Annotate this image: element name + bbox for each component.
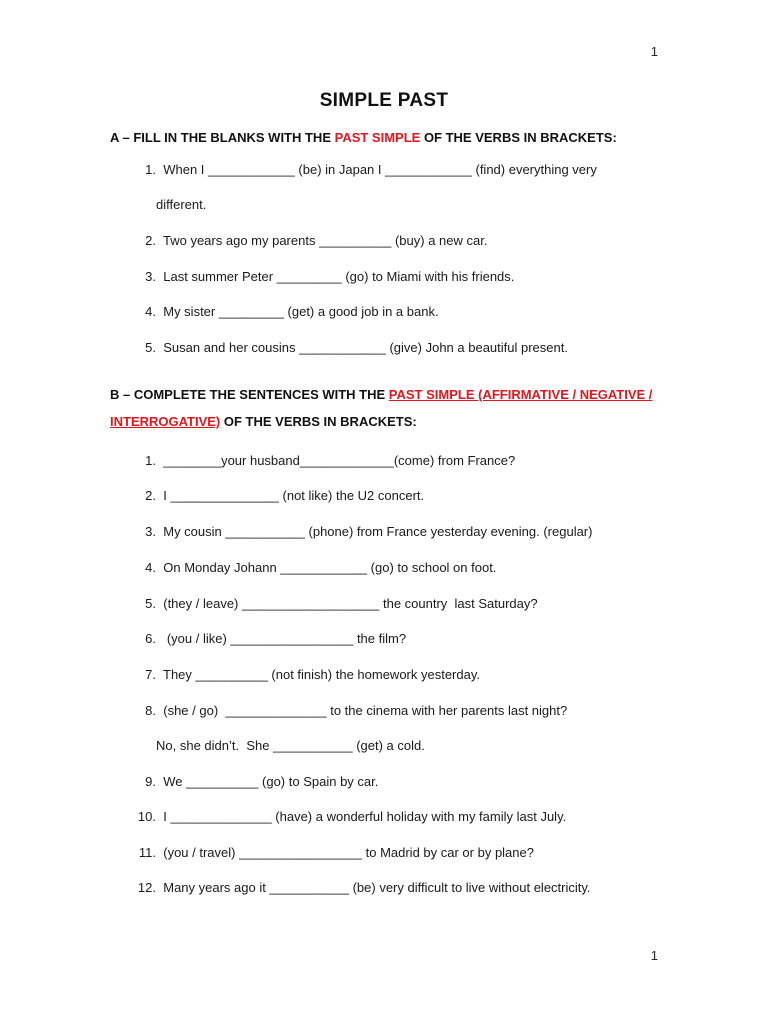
item-number: 5. (145, 340, 156, 355)
item-text: ________your husband_____________(come) from France? (163, 453, 516, 468)
item-text: (they / leave) ___________________ the country last Saturday? (163, 596, 538, 611)
section-a-heading-highlight: PAST SIMPLE (334, 130, 421, 145)
list-item (130, 809, 690, 824)
item-text: Many years ago it ___________ (be) very difficult to live without electricity. (163, 880, 591, 895)
list-item (130, 880, 690, 895)
item-number: 12. (137, 880, 156, 895)
item-text: Last summer Peter _________ (go) to Miami with his friends. (163, 269, 515, 284)
item-text: On Monday Johann ____________ (go) to school on foot. (163, 560, 497, 575)
list-item (130, 304, 690, 319)
section-b-heading-highlight-2: INTERROGATIVE) (110, 414, 221, 429)
item-text: Two years ago my parents __________ (buy) a new car. (163, 233, 488, 248)
item-text: (you / like) _________________ the film? (163, 631, 407, 646)
item-text: My cousin ___________ (phone) from France yesterday evening. (regular) (163, 524, 593, 539)
section-a-heading (110, 124, 670, 151)
item-number: 7. (145, 667, 156, 682)
list-item (130, 596, 690, 611)
item-continuation: No, she didn’t. She ___________ (get) a cold. (156, 738, 425, 753)
item-number: 10. (137, 809, 156, 824)
item-number: 6. (145, 631, 156, 646)
list-item (130, 703, 690, 718)
item-number: 3. (145, 524, 156, 539)
list-item (130, 340, 690, 355)
item-continuation: different. (156, 197, 207, 212)
section-b-heading-highlight: PAST SIMPLE (AFFIRMATIVE / NEGATIVE / (388, 387, 653, 402)
list-item (130, 488, 690, 503)
item-text: When I ____________ (be) in Japan I ____________ (find) everything very (163, 162, 597, 177)
list-item (130, 453, 690, 468)
section-b-heading (110, 381, 670, 435)
list-item (130, 631, 690, 646)
section-a-heading-pre: A – FILL IN THE BLANKS WITH THE (110, 130, 335, 145)
item-number: 4. (145, 560, 156, 575)
list-item (130, 162, 690, 177)
page-number-bottom: 1 (650, 948, 658, 963)
list-item (130, 845, 690, 860)
page-title: SIMPLE PAST (319, 90, 449, 111)
item-text: (she / go) ______________ to the cinema with her parents last night? (163, 703, 568, 718)
list-item (130, 774, 690, 789)
item-number: 2. (145, 233, 156, 248)
item-number: 1. (145, 453, 156, 468)
section-a-heading-post: OF THE VERBS IN BRACKETS: (420, 130, 617, 145)
section-b-heading-pre: B – COMPLETE THE SENTENCES WITH THE (110, 387, 389, 402)
item-number: 4. (145, 304, 156, 319)
item-text: I _______________ (not like) the U2 concert. (163, 488, 425, 503)
item-text: (you / travel) _________________ to Madrid by car or by plane? (163, 845, 534, 860)
item-number: 11. (138, 845, 156, 860)
item-number: 8. (145, 703, 156, 718)
item-number: 5. (145, 596, 156, 611)
list-item (130, 233, 690, 248)
list-item (130, 560, 690, 575)
item-number: 3. (145, 269, 156, 284)
item-number: 1. (145, 162, 156, 177)
item-text: They __________ (not finish) the homework yesterday. (163, 667, 480, 682)
list-item (130, 667, 690, 682)
item-text: We __________ (go) to Spain by car. (163, 774, 379, 789)
item-number: 2. (145, 488, 156, 503)
item-text: Susan and her cousins ____________ (give) John a beautiful present. (163, 340, 568, 355)
list-item (130, 524, 690, 539)
item-number: 9. (145, 774, 156, 789)
page-number-top: 1 (650, 44, 658, 59)
section-b-heading-post: OF THE VERBS IN BRACKETS: (220, 414, 417, 429)
item-text: I ______________ (have) a wonderful holiday with my family last July. (163, 809, 567, 824)
list-item (130, 269, 690, 284)
item-text: My sister _________ (get) a good job in a bank. (163, 304, 439, 319)
